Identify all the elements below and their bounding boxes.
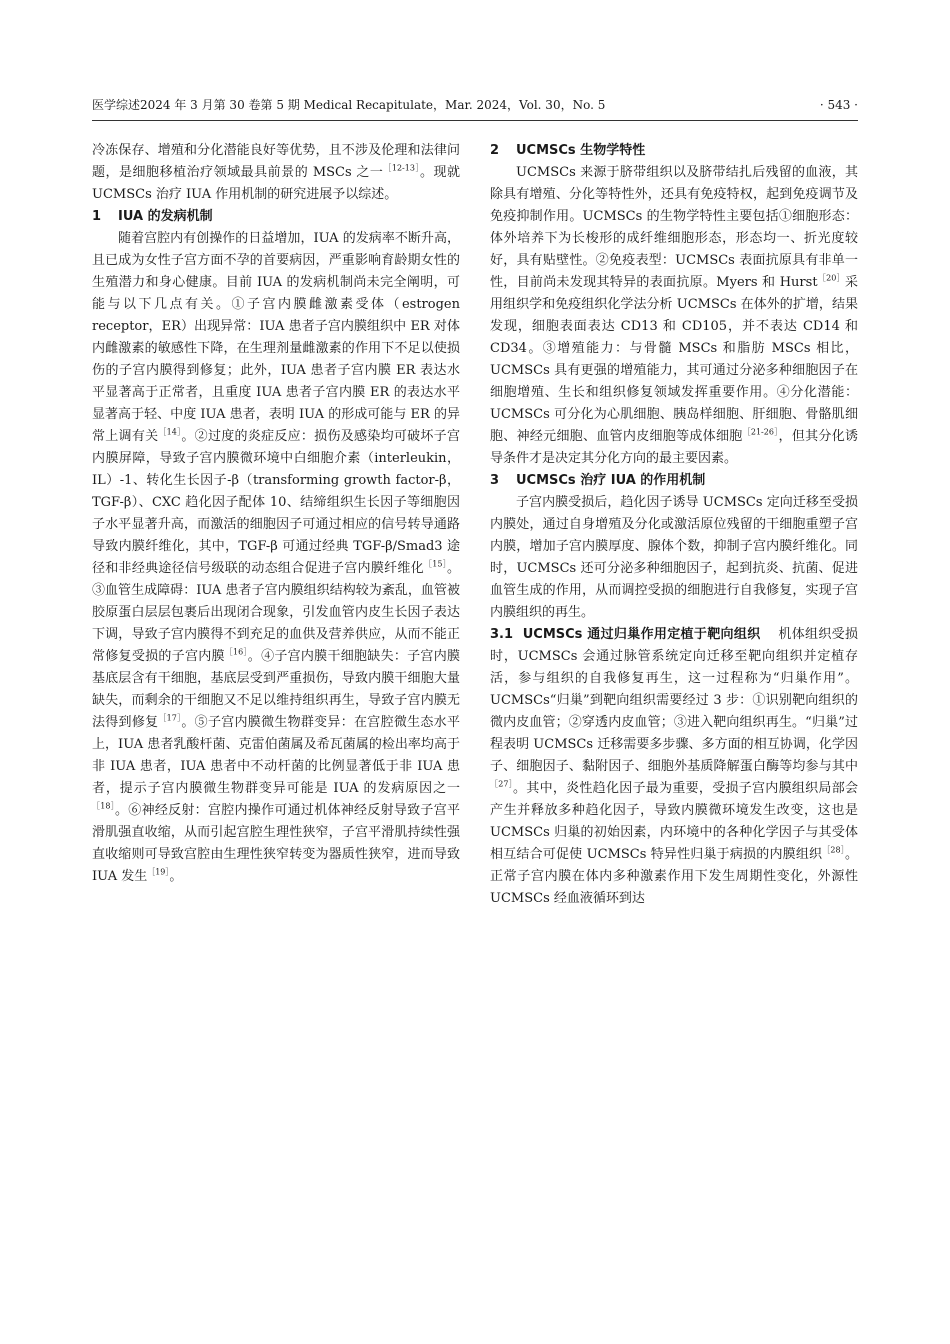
section-number: 3 (490, 473, 500, 488)
section-heading-3 (490, 470, 858, 492)
citation[interactable]: ［16］ (224, 647, 248, 657)
subsection-title: UCMSCs 通过归巢作用定植于靶向组织 (522, 627, 761, 642)
right-column: 2 UCMSCs 生物学特性 UCMSCs 来源于脐带组织以及脐带结扎后残留的血液，其除具有增殖、分化等特性外，还具有免疫特权，起到免疫调节及免疫抑制作用。UCMSCs 的生物学特性主要包括①细胞形态：体外培养下为长梭形的成纤维细胞形态，形态均一、折光度较好，具有贴壁性。②免疫表型：UCMSCs 表面抗原具有非单一性，目前尚未发现其特异的表面抗原。Myers 和 Hurst$^{[20]}$采用组织学和免疫组织化学法分析 UCMSCs 在体外的扩增，结果发现，细胞表面表达 CD13 和 CD105，并不表达 CD14 和 CD34。③增殖能力：与骨髓 MSCs 和脂肪 MSCs 相比，UCMSCs 具有更强的增殖能力，其可通过分泌多种细胞因子在细胞增殖、生长和组织修复领域发挥重要作用。④分化潜能：UCMSCs 可分化为心肌细胞、胰岛样细胞、肝细胞、骨骼肌细胞、神经元细胞、血管内皮细胞等成体细胞$^{[21-26]}$，但其分化诱导条件才是决定其分化方向的最主要因素。 3 UCMSCs 治疗 IUA 的作用机制 子宫内膜受损后，趋化因子诱导 UCMSCs 定向迁移至受损内膜处，通过自身增殖及分化或激活原位残留的干细胞重塑子宫内膜，增加子宫内膜厚度、腺体个数，抑制子宫内膜纤维化。同时，UCMSCs 还可分泌多种细胞因子，起到抗炎、抗菌、促进血管生成的作用，从而调控受损的细胞进行自我修复，实现子宫内膜组织的再生。 3.1 UCMSCs 通过归巢作用定植于靶向组织 机体组织受损时，UCMSCs 会通过脉管系统定向迁移至靶向组织并定植存活，参与组织的自我修复再生，这一过程称为“归巢作用”。UCMSCs“归巢”到靶向组织需要经过 3 步：①识别靶向组织的微内皮血管；②穿透内皮血管；③进入靶向组织再生。“归巢”过程表明 UCMSCs 迁移需要多步骤、多方面的相互协调，化学因子、细胞因子、黏附因子、细胞外基质降解蛋白酶等均参与其中$^{[27]}$。其中，炎性趋化因子最为重要，受损子宫内膜组织局部会产生并释放多种趋化因子，导致内膜微环境发生改变，这也是 UCMSCs 归巢的初始因素，内环境中的各种化学因子与其受体相互结合可促使 UCMSCs 特异性归巢于病损的内膜组织$^{[28]}$。正常子宫内膜在体内多种激素作用下发生周期性变化，外源性 UCMSCs 经血液循环到达 (490, 140, 858, 910)
biology-paragraph: UCMSCs 来源于脐带组织以及脐带结扎后残留的血液，其除具有增殖、分化等特性外，还具有免疫特权，起到免疫调节及免疫抑制作用。UCMSCs 的生物学特性主要包括①细胞形态：体外培养下为长梭形的成纤维细胞形态，形态均一、折光度较好，具有贴壁性。②免疫表型：UCMSCs 表面抗原具有非单一性，目前尚未发现其特异的表面抗原。Myers 和 Hurst$^{[20]}$采用组织学和免疫组织化学法分析 UCMSCs 在体外的扩增，结果发现，细胞表面表达 CD13 和 CD105，并不表达 CD14 和 CD34。③增殖能力：与骨髓 MSCs 和脂肪 MSCs 相比，UCMSCs 具有更强的增殖能力，其可通过分泌多种细胞因子在细胞增殖、生长和组织修复领域发挥重要作用。④分化潜能：UCMSCs 可分化为心肌细胞、胰岛样细胞、肝细胞、骨骼肌细胞、神经元细胞、血管内皮细胞等成体细胞$^{[21-26]}$，但其分化诱导条件才是决定其分化方向的最主要因素。 (490, 165, 858, 466)
citation[interactable]: ［19］ (147, 867, 170, 877)
left-column (92, 140, 460, 888)
subsection-number: 3.1 (490, 627, 514, 642)
pathogenesis-paragraph: 随着宫腔内有创操作的日益增加，IUA 的发病率不断升高，且已成为女性子宫方面不孕的首要病因，严重影响育龄期女性的生殖潜力和身心健康。目前 IUA 的发病机制尚未完全阐明，可能与以下几点有关。①子宫内膜雌激素受体（estrogen receptor，ER）出现异常：IUA 患者子宫内膜组织中 ER 对体内雌激素的敏感性下降，在生理剂量雌激素的作用下不足以使损伤的子宫内膜得到修复；此外，IUA 患者子宫内膜 ER 表达水平显著高于正常者，且重度 IUA 患者子宫内膜 ER 的表达水平显著高于轻、中度 IUA 患者，表明 IUA 的形成可能与 ER 的异常上调有关$^{[14]}$。②过度的炎症反应：损伤及感染均可破坏子宫内膜屏障，导致子宫内膜微环境中白细胞介素（interleukin，IL）-1、转化生长因子-β（transforming growth factor-β，TGF-β）、CXC 趋化因子配体 10、结缔组织生长因子等细胞因子水平显著升高，而激活的细胞因子可通过相应的信号转导通路导致内膜纤维化，其中，TGF-β 可通过经典 TGF-β/Smad3 途径和非经典途径信号级联的动态组合促进子宫内膜纤维化$^{[15]}$。③血管生成障碍：IUA 患者子宫内膜组织结构较为紊乱，血管被胶原蛋白层层包裹后出现闭合现象，引发血管内皮生长因子表达下调，导致子宫内膜得不到充足的血供及营养供应，从而不能正常修复受损的子宫内膜$^{[16]}$。④子宫内膜干细胞缺失：子宫内膜基底层含有干细胞，基底层受到严重损伤，导致内膜干细胞大量缺失，而剩余的干细胞又不足以维持组织再生，导致子宫内膜无法得到修复$^{[17]}$。⑤子宫内膜微生物群变异：在宫腔微生态水平上，IUA 患者乳酸杆菌、克雷伯菌属及希瓦菌属的检出率均高于非 IUA 患者，IUA 患者中不动杆菌的比例显著低于非 IUA 患者，提示子宫内膜微生物群变异可能是 IUA 的发病原因之一$^{[18]}$。⑥神经反射：宫腔内操作可通过机体神经反射导致子宫平滑肌强直收缩，从而引起宫腔生理性狭窄，子宫平滑肌持续性强直收缩则可导致宫腔由生理性狭窄转变为器质性狭窄，进而导致 IUA 发生$^{[19]}$。 (92, 231, 460, 884)
subsection-heading-3-1 (490, 627, 761, 642)
citation[interactable]: ［18］ (92, 801, 116, 811)
mechanism-paragraph: 子宫内膜受损后，趋化因子诱导 UCMSCs 定向迁移至受损内膜处，通过自身增殖及分化或激活原位残留的干细胞重塑子宫内膜，增加子宫内膜厚度、腺体个数，抑制子宫内膜纤维化。同时，UCMSCs 还可分泌多种细胞因子，起到抗炎、抗菌、促进血管生成的作用，从而调控受损的细胞进行自我修复，实现子宫内膜组织的再生。 (490, 495, 858, 620)
citation[interactable]: ［27］ (490, 779, 514, 789)
section-title: IUA 的发病机制 (118, 209, 213, 224)
citation[interactable]: ［17］ (158, 713, 182, 723)
section-heading-2 (490, 140, 858, 162)
citation[interactable]: ［15］ (423, 559, 447, 569)
section-heading-1 (92, 206, 460, 228)
section-title: UCMSCs 生物学特性 (516, 143, 646, 158)
intro-paragraph-end: 冷冻保存、增殖和分化潜能良好等优势，且不涉及伦理和法律问题，是细胞移植治疗领域最具前景的 MSCs 之一$^{[12-13]}$。现就 UCMSCs 治疗 IUA 作用机制的研究进展予以综述。 (92, 143, 460, 202)
page-number: · 543 · (819, 98, 858, 112)
running-header (92, 96, 858, 121)
citation[interactable]: ［20］ (817, 273, 845, 283)
citation[interactable]: ［21-26］ (742, 427, 779, 437)
citation[interactable]: ［14］ (158, 427, 182, 437)
journal-info: 医学综述2024 年 3 月第 30 卷第 5 期 Medical Recapitulate，Mar. 2024，Vol. 30，No. 5 (92, 98, 606, 112)
section-number: 2 (490, 143, 500, 158)
citation[interactable]: ［12-13］ (383, 163, 420, 173)
section-title: UCMSCs 治疗 IUA 的作用机制 (516, 473, 706, 488)
citation[interactable]: ［28］ (822, 845, 845, 855)
section-number: 1 (92, 209, 102, 224)
